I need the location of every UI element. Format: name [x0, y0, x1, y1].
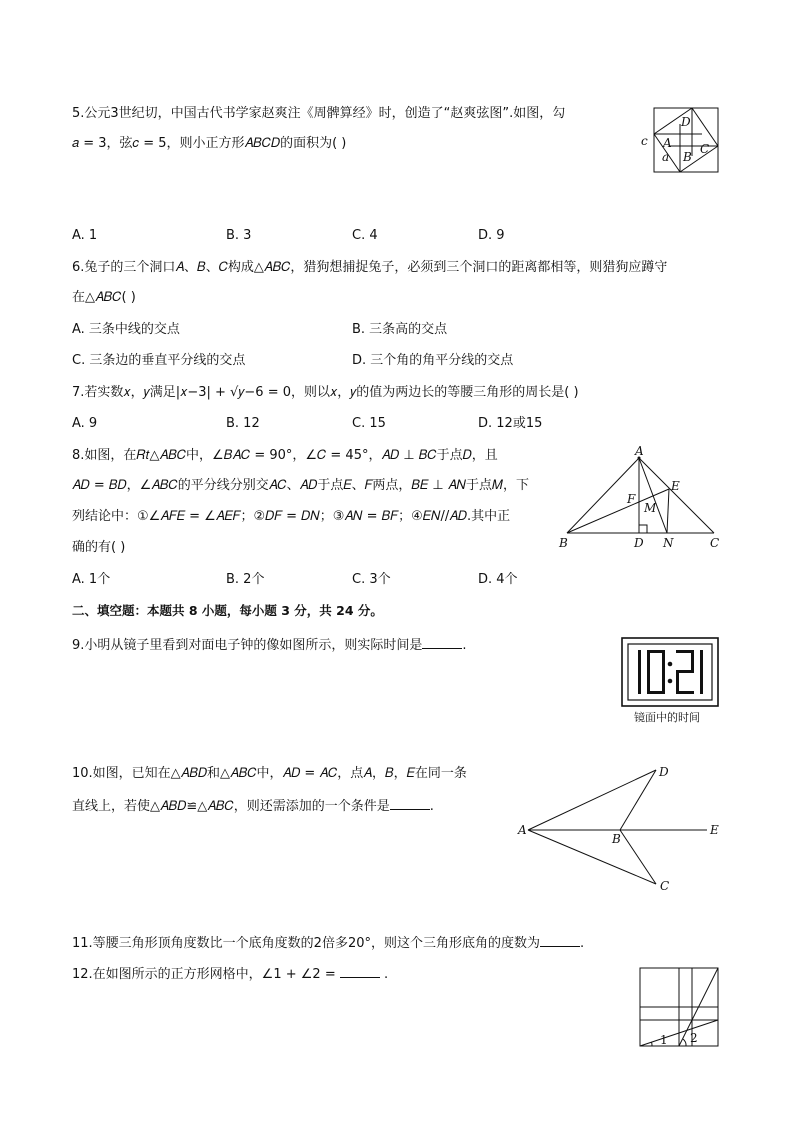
q5-option-c: C. 4: [352, 228, 378, 243]
q7-option-c: C. 15: [352, 416, 386, 431]
q11-stem: [72, 934, 584, 952]
q8-stem-line3: 列结论中：①∠𝐴𝐹𝐸 = ∠𝐴𝐸𝐹；②𝐷𝐹 = 𝐷𝑁；③𝐴𝑁 = 𝐵𝐹；④𝐸𝑁//𝐴𝐷.其中正: [72, 509, 511, 524]
q5-stem-line1: 5.公元3世纪切，中国古代书学家赵爽注《周髀算经》时，创造了“赵爽弦图”.如图，勾: [72, 106, 566, 121]
fig10-label-E: E: [710, 823, 719, 837]
q7-option-d: D. 12或15: [478, 416, 543, 431]
q6-option-c: C. 三条边的垂直平分线的交点: [72, 353, 246, 368]
q8-stem-line2: 𝐴𝐷 = 𝐵𝐷，∠𝐴𝐵𝐶的平分线分别交𝐴𝐶、𝐴𝐷于点𝐸、𝐹两点，𝐵𝐸 ⊥ 𝐴𝑁于点𝑀，下: [72, 478, 529, 493]
q6-option-a: A. 三条中线的交点: [72, 322, 180, 337]
q5-option-b: B. 3: [226, 228, 252, 243]
q10-answer-blank: [390, 797, 430, 810]
fig12-label-2: 2: [690, 1031, 698, 1045]
fig8-label-D: D: [634, 536, 644, 550]
fig10-label-D: D: [659, 765, 669, 779]
q9-answer-blank: [422, 636, 462, 649]
fig10-label-B: B: [612, 832, 621, 846]
q8-option-c: C. 3个: [352, 572, 391, 587]
fig8-label-N: N: [663, 536, 674, 550]
q10-stem-end: .: [429, 799, 434, 814]
fig5-label-B: B: [683, 150, 692, 164]
q7-option-a: A. 9: [72, 416, 98, 431]
section-title: 二、填空题：本题共 8 小题，每小题 3 分，共 24 分。: [72, 603, 383, 618]
q8-stem-line1: 8.如图，在𝑅𝑡△𝐴𝐵𝐶中，∠𝐵𝐴𝐶 = 90°，∠𝐶 = 45°，𝐴𝐷 ⊥ 𝐵𝐶于点𝐷，且: [72, 448, 498, 463]
q7-option-b: B. 12: [226, 416, 260, 431]
q9-stem-text: 9.小明从镜子里看到对面电子钟的像如图所示，则实际时间是: [72, 638, 423, 653]
fig8-label-F: F: [627, 492, 636, 506]
fig8-label-C: C: [710, 536, 720, 550]
q6-option-b: B. 三条高的交点: [352, 322, 448, 337]
fig10-label-A: A: [518, 823, 527, 837]
q6-stem-line2: 在△𝐴𝐵𝐶( ): [72, 290, 136, 305]
q12-stem-text: 12.在如图所示的正方形网格中，∠1 + ∠2 =: [72, 967, 336, 982]
q8-option-d: D. 4个: [478, 572, 518, 587]
q10-stem-line2: [72, 797, 434, 815]
q10-stem-line1: 10.如图，已知在△𝐴𝐵𝐷和△𝐴𝐵𝐶中，𝐴𝐷 = 𝐴𝐶，点𝐴，𝐵，𝐸在同一条: [72, 766, 467, 781]
q12-stem: [72, 965, 388, 983]
q9-stem-end: .: [462, 638, 467, 653]
q7-stem-line1: 7.若实数𝑥，𝑦满足|𝑥−3| + √𝑦−6 = 0，则以𝑥，𝑦的值为两边长的等腰三角形的周长是( ): [72, 385, 579, 400]
fig5-label-C: C: [700, 142, 710, 156]
zhao-shuang-diagram: [636, 106, 720, 176]
square-grid-diagram: [638, 966, 722, 1050]
mirror-clock-diagram: [620, 636, 720, 708]
q9-stem: [72, 636, 467, 654]
q6-option-d: D. 三个角的角平分线的交点: [352, 353, 514, 368]
q8-option-b: B. 2个: [226, 572, 265, 587]
fig5-label-D: D: [681, 115, 691, 129]
q11-stem-end: .: [580, 936, 585, 951]
q10-stem-text: 直线上，若使△𝐴𝐵𝐷≌△𝐴𝐵𝐶，则还需添加的一个条件是: [72, 799, 390, 814]
q5-option-d: D. 9: [478, 228, 505, 243]
q12-answer-blank: [340, 965, 380, 978]
fig10-label-C: C: [660, 879, 670, 893]
q8-option-a: A. 1个: [72, 572, 111, 587]
fig5-label-c: c: [641, 134, 648, 148]
fig5-label-A: A: [663, 136, 672, 150]
q11-answer-blank: [540, 934, 580, 947]
fig8-label-M: M: [644, 501, 657, 515]
fig12-label-1: 1: [660, 1033, 668, 1047]
fig8-label-B: B: [559, 536, 568, 550]
q11-stem-text: 11.等腰三角形顶角度数比一个底角度数的2倍多20°，则这个三角形底角的度数为: [72, 936, 540, 951]
q6-stem-line1: 6.兔子的三个洞口𝐴、𝐵、𝐶构成△𝐴𝐵𝐶，猎狗想捕捉兔子，必须到三个洞口的距离都相等，则猎狗应蹲守: [72, 260, 668, 275]
clock-caption: 镜面中的时间: [634, 711, 700, 724]
fig8-label-E: E: [671, 479, 680, 493]
right-triangle-diagram: [555, 444, 735, 554]
fig5-label-a: a: [662, 150, 670, 164]
q5-option-a: A. 1: [72, 228, 98, 243]
q5-stem-line2: 𝑎 = 3，弦𝑐 = 5，则小正方形𝐴𝐵𝐶𝐷的面积为( ): [72, 136, 347, 151]
congruent-triangles-diagram: [512, 762, 728, 894]
fig8-label-A: A: [635, 444, 644, 458]
q8-stem-line4: 确的有( ): [72, 540, 126, 555]
q12-stem-end: .: [384, 967, 389, 982]
